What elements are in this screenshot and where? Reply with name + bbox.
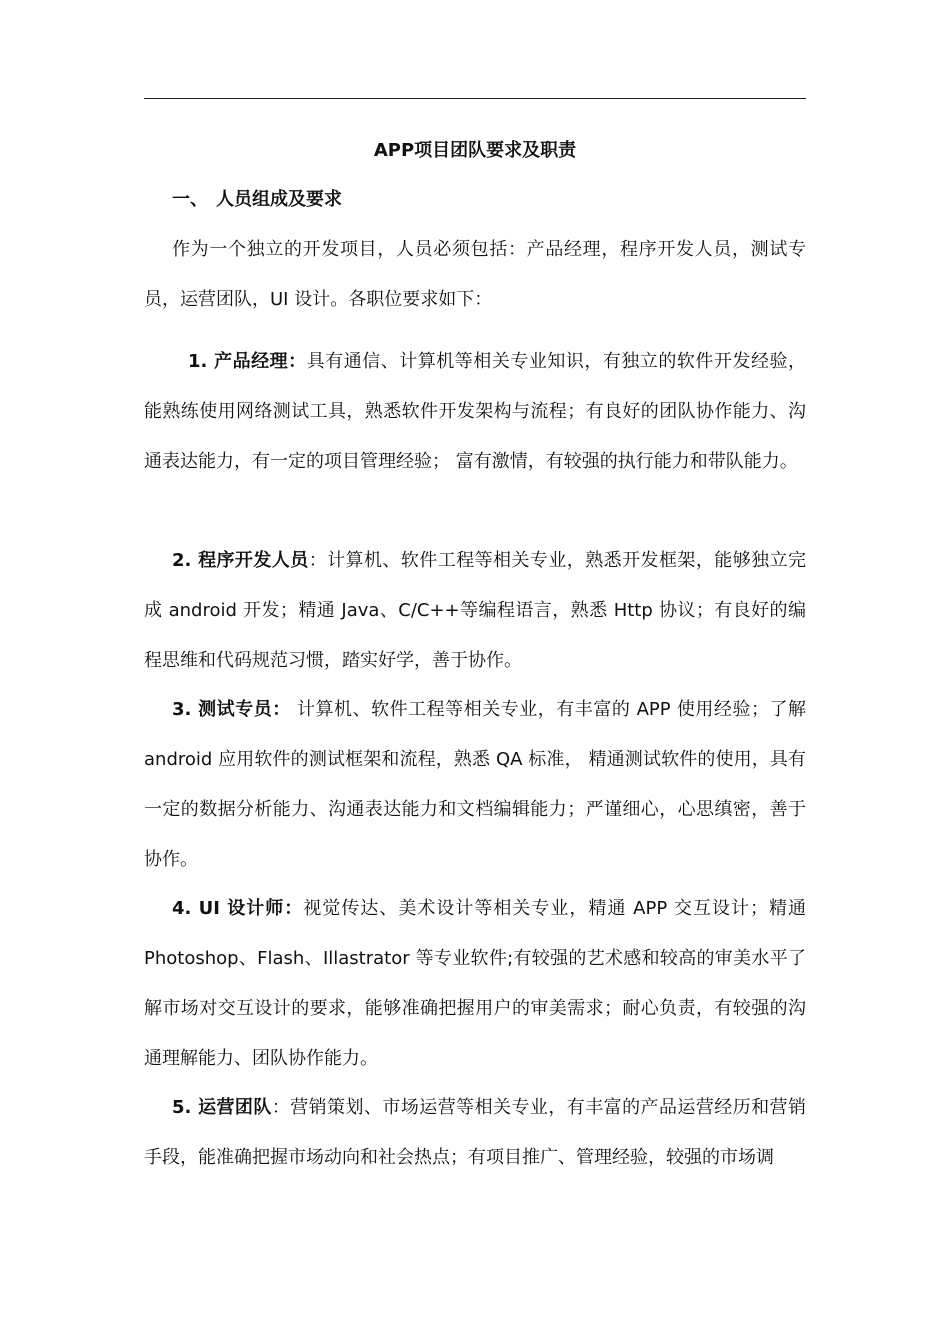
role-lead: 2. 程序开发人员 bbox=[172, 550, 309, 571]
header-rule bbox=[144, 98, 806, 99]
role-paragraph-product-manager bbox=[144, 337, 806, 487]
role-lead: 5. 运营团队 bbox=[172, 1097, 272, 1118]
role-paragraph-developer bbox=[144, 536, 806, 686]
role-paragraph-ui-designer bbox=[144, 884, 806, 1084]
document-title: APP项目团队要求及职责 bbox=[373, 140, 577, 161]
role-lead: 1. 产品经理： bbox=[188, 351, 307, 372]
intro-paragraph: 作为一个独立的开发项目，人员必须包括：产品经理，程序开发人员，测试专员，运营团队，UI 设计。各职位要求如下： bbox=[144, 239, 806, 310]
section-heading bbox=[172, 187, 342, 213]
section-number: 一、 bbox=[172, 189, 208, 210]
role-lead: 3. 测试专员： bbox=[172, 699, 291, 720]
role-text: ：计算机、软件工程等相关专业，熟悉开发框架，能够独立完成 android 开发；精通 Java、C/C++等编程语言，熟悉 Http 协议；有良好的编程思维和代码规范习惯，踏实好学，善于协作。 bbox=[144, 550, 806, 671]
role-paragraph-operations bbox=[144, 1083, 806, 1183]
role-text: 视觉传达、美术设计等相关专业，精通 APP 交互设计；精通 Photoshop、Flash、Illastrator 等专业软件;有较强的艺术感和较高的审美水平了解市场对交互设计的要求，能够准确把握用户的审美需求；耐心负责，有较强的沟通理解能力、团队协作能力。 bbox=[144, 898, 806, 1069]
section-title: 人员组成及要求 bbox=[216, 189, 342, 210]
role-text: 具有通信、计算机等相关专业知识，有独立的软件开发经验，能熟练使用网络测试工具，熟悉软件开发架构与流程；有良好的团队协作能力、沟通表达能力，有一定的项目管理经验； 富有激情，有较强的执行能力和带队能力。 bbox=[144, 351, 806, 472]
role-paragraph-tester bbox=[144, 685, 806, 885]
role-text: 计算机、软件工程等相关专业，有丰富的 APP 使用经验；了解 android 应用软件的测试框架和流程，熟悉 QA 标准， 精通测试软件的使用，具有一定的数据分析能力、沟通表达能力和文档编辑能力；严谨细心，心思缜密，善于协作。 bbox=[144, 699, 807, 870]
role-lead: 4. UI 设计师： bbox=[172, 898, 304, 919]
role-text: ：营销策划、市场运营等相关专业，有丰富的产品运营经历和营销手段，能准确把握市场动向和社会热点；有项目推广、管理经验，较强的市场调 bbox=[144, 1097, 806, 1168]
